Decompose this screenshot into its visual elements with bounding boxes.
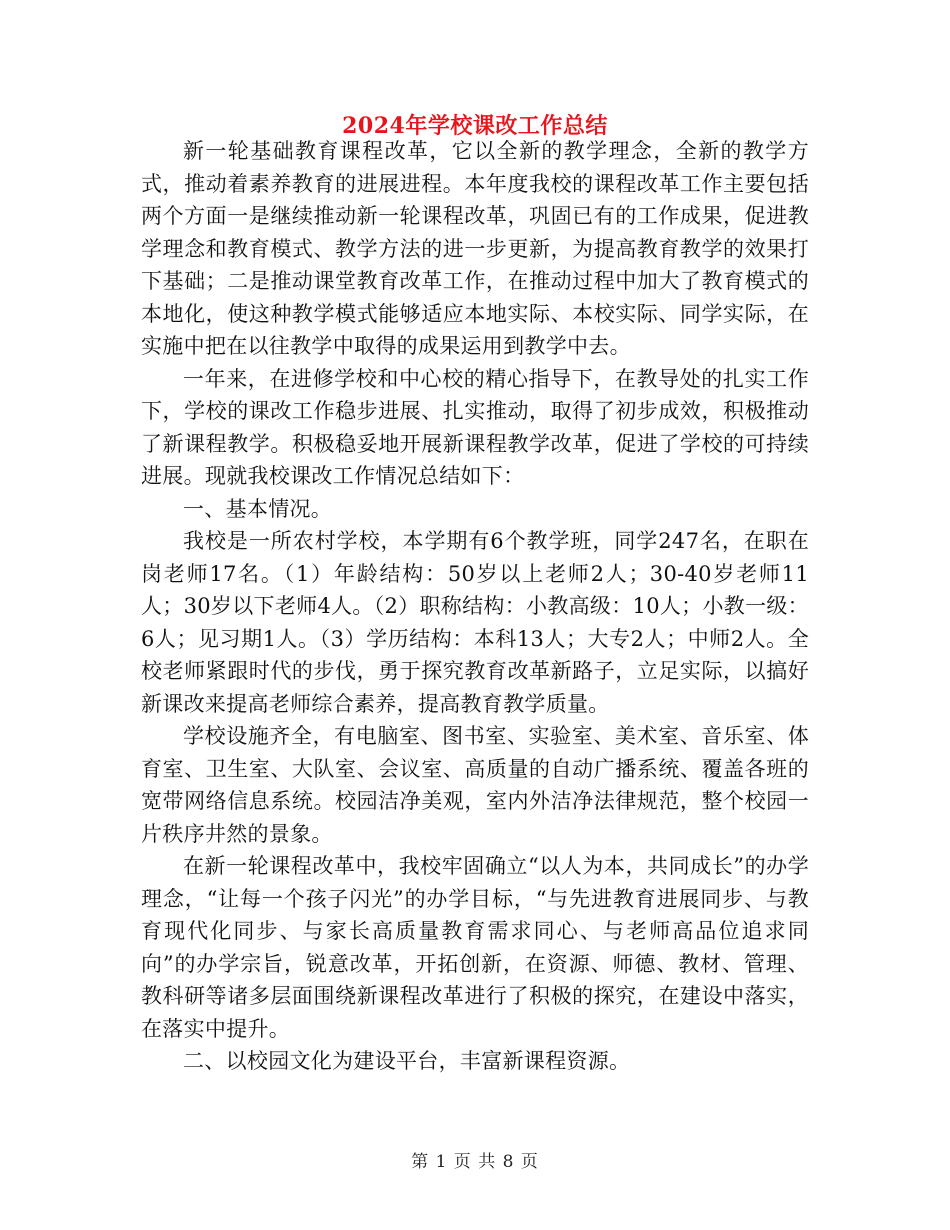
paragraph: 学校设施齐全，有电脑室、图书室、实验室、美术室、音乐室、体育室、卫生室、大队室、会议室、高质量的自动广播系统、覆盖各班的宽带网络信息系统。校园洁净美观，室内外洁净法律规范，整个校园一片秩序井然的景象。 xyxy=(141,724,809,846)
section-heading: 一、基本情况。 xyxy=(183,496,333,521)
paragraph: 新一轮基础教育课程改革，它以全新的教学理念，全新的教学方式，推动着素养教育的进展进程。本年度我校的课程改革工作主要包括两个方面一是继续推动新一轮课程改革，巩固已有的工作成果，促进教学理念和教育模式、教学方法的进一步更新，为提高教育教学的效果打下基础；二是推动课堂教育改革工作，在推动过程中加大了教育模式的本地化，使这种教学模式能够适应本地实际、本校实际、同学实际，在实施中把在以往教学中取得的成果运用到教学中去。 xyxy=(141,139,809,358)
paragraph: 在新一轮课程改革中，我校牢固确立“以人为本，共同成长”的办学理念，“让每一个孩子闪光”的办学目标，“与先进教育进展同步、与教育现代化同步、与家长高质量教育需求同心、与老师高品位追求同向”的办学宗旨，锐意改革，开拓创新，在资源、师德、教材、管理、教科研等诸多层面围绕新课程改革进行了积极的探究，在建设中落实，在落实中提升。 xyxy=(141,854,809,1041)
page-footer: 第 1 页 共 8 页 xyxy=(411,1152,539,1172)
paragraph: 我校是一所农村学校，本学期有6个教学班，同学247名，在职在岗老师17名。（1）年龄结构：50岁以上老师2人；30-40岁老师11人；30岁以下老师4人。（2）职称结构：小教高级：10人；小教一级：6人；见习期1人。（3）学历结构：本科13人；大专2人；中师2人。全校老师紧跟时代的步伐，勇于探究教育改革新路子，立足实际，以搞好新课改来提高老师综合素养，提高教育教学质量。 xyxy=(141,529,809,716)
paragraph: 一年来，在进修学校和中心校的精心指导下，在教导处的扎实工作下，学校的课改工作稳步进展、扎实推动，取得了初步成效，积极推动了新课程教学。积极稳妥地开展新课程教学改革，促进了学校的可持续进展。现就我校课改工作情况总结如下： xyxy=(141,366,809,488)
section-heading: 二、以校园文化为建设平台，丰富新课程资源。 xyxy=(183,1049,631,1073)
document-title: 2024年学校课改工作总结 xyxy=(342,113,608,139)
document-body xyxy=(141,135,809,1078)
